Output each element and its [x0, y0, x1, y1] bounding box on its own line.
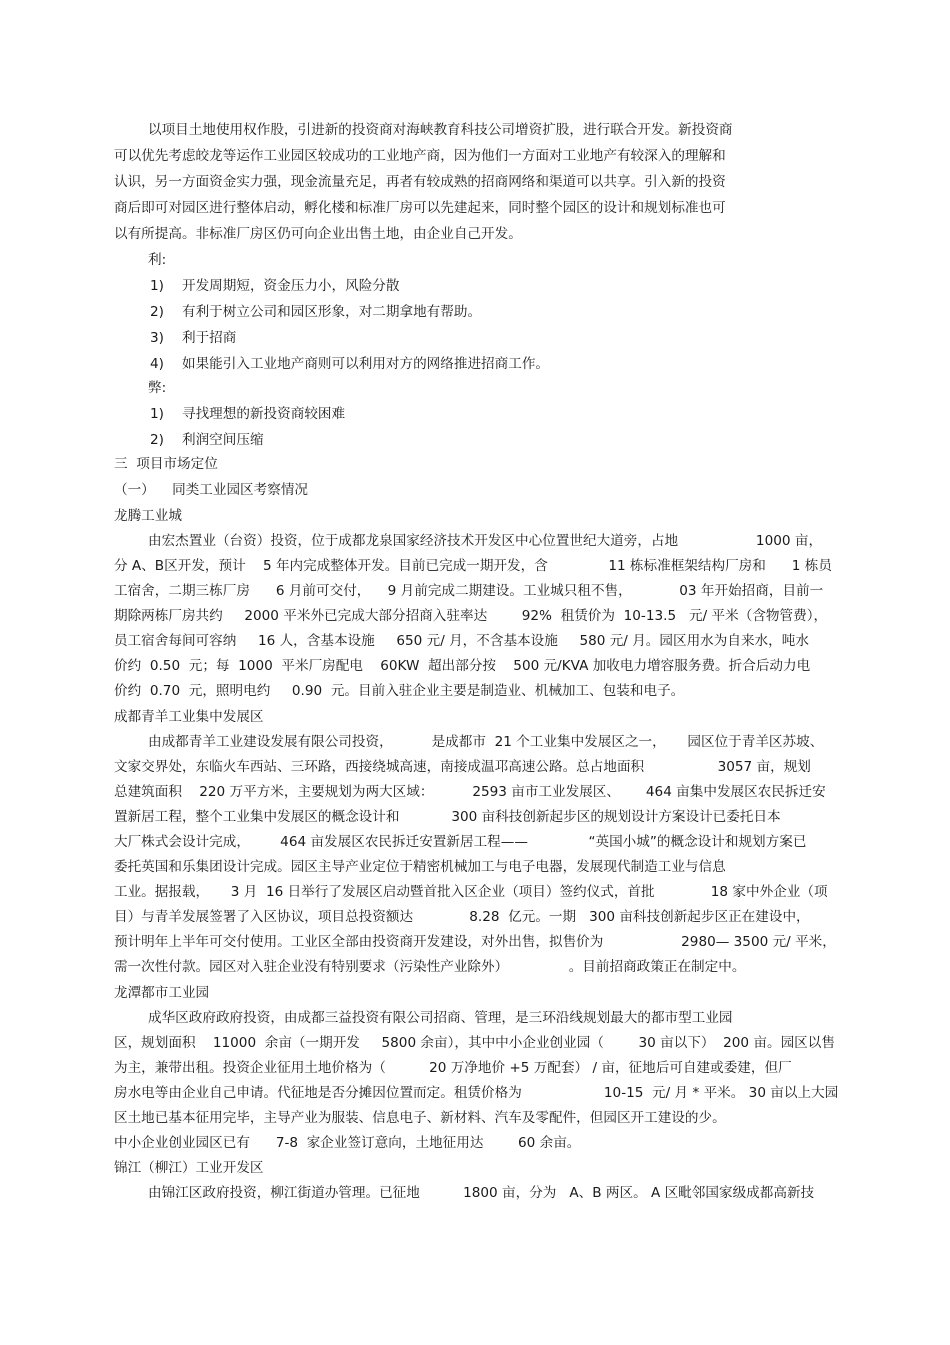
park-text-line: 员工宿舍每间可容纳 16 人，含基本设施 650 元/ 月，不含基本设施 580 元/ 月。园区用水为自来水，吨水: [114, 633, 809, 649]
park-name: 龙潭都市工业园: [114, 985, 210, 1001]
cons-item-number: 1): [150, 406, 164, 422]
intro-line: 商后即可对园区进行整体启动，孵化楼和标准厂房可以先建起来，同时整个园区的设计和规划标准也可: [114, 200, 726, 216]
cons-item-text: 利润空间压缩: [182, 432, 264, 448]
park-text-line: 由宏杰置业（台资）投资，位于成都龙泉国家经济技术开发区中心位置世纪大道旁，占地 1000 亩，: [148, 533, 823, 549]
cons-item-text: 寻找理想的新投资商较困难: [182, 406, 346, 422]
park-text-line: 分 A、B区开发，预计 5 年内完成整体开发。目前已完成一期开发，含 11 栋标准框架结构厂房和 1 栋员: [114, 558, 832, 574]
park-text-line: 置新居工程，整个工业集中发展区的概念设计和 300 亩科技创新起步区的规划设计方案设计已委托日本: [114, 809, 781, 825]
park-text-line: 大厂株式会设计完成， 464 亩发展区农民拆迁安置新居工程—— “英国小城”的概念设计和规划方案已: [114, 834, 807, 850]
pros-item-number: 2): [150, 304, 164, 320]
section-title: 三 项目市场定位: [114, 456, 218, 472]
park-name: 龙腾工业城: [114, 508, 182, 524]
park-text-line: 价约 0.50 元；每 1000 平米厂房配电 60KW 超出部分按 500 元/KVA 加收电力增容服务费。折合后动力电: [114, 658, 811, 674]
park-text-line: 由锦江区政府投资，柳江街道办管理。已征地 1800 亩，分为 A、B 两区。 A 区毗邻国家级成都高新技: [148, 1185, 815, 1201]
park-text-line: 需一次性付款。园区对入驻企业没有特别要求（污染性产业除外） 。目前招商政策正在制定中。: [114, 959, 746, 975]
park-text-line: 预计明年上半年可交付使用。工业区全部由投资商开发建设，对外出售，拟售价为 2980— 3500 元/ 平米，: [114, 934, 836, 950]
park-text-line: 文家交界处，东临火车西站、三环路，西接绕城高速，南接成温邛高速公路。总占地面积 3057 亩，规划: [114, 759, 811, 775]
intro-line: 以有所提高。非标准厂房区仍可向企业出售土地，由企业自己开发。: [114, 226, 522, 242]
park-text-line: 为主，兼带出租。投资企业征用土地价格为（ 20 万净地价 +5 万配套） / 亩，征地后可自建或委建，但厂: [114, 1060, 792, 1076]
park-text-line: 区，规划面积 11000 余亩（一期开发 5800 余亩），其中中小企业创业园（ 30 亩以下） 200 亩。园区以售: [114, 1035, 835, 1051]
park-text-line: 中小企业创业园区已有 7-8 家企业签订意向，土地征用达 60 余亩。: [114, 1135, 581, 1151]
park-text-line: 工宿舍，二期三栋厂房 6 月前可交付， 9 月前完成二期建设。工业城只租不售， 03 年开始招商，目前一: [114, 583, 824, 599]
pros-item-text: 利于招商: [182, 330, 237, 346]
intro-line: 可以优先考虑皎龙等运作工业园区较成功的工业地产商，因为他们一方面对工业地产有较深入的理解和: [114, 148, 726, 164]
pros-item-number: 3): [150, 330, 164, 346]
park-text-line: 委托英国和乐集团设计完成。园区主导产业定位于精密机械加工与电子电器，发展现代制造工业与信息: [114, 859, 726, 875]
pros-item-text: 开发周期短，资金压力小，风险分散: [182, 278, 400, 294]
intro-line: 认识，另一方面资金实力强，现金流量充足，再者有较成熟的招商网络和渠道可以共享。引入新的投资: [114, 174, 726, 190]
pros-item-number: 1): [150, 278, 164, 294]
park-text-line: 工业。据报载， 3 月 16 日举行了发展区启动暨首批入区企业（项目）签约仪式，首批 18 家中外企业（项: [114, 884, 828, 900]
park-text-line: 由成都青羊工业建设发展有限公司投资， 是成都市 21 个工业集中发展区之一， 园区位于青羊区苏坡、: [148, 734, 824, 750]
pros-label: 利:: [148, 252, 167, 268]
pros-item-number: 4): [150, 356, 164, 372]
park-text-line: 总建筑面积 220 万平方米，主要规划为两大区域： 2593 亩市工业发展区、 464 亩集中发展区农民拆迁安: [114, 784, 826, 800]
park-text-line: 区土地已基本征用完毕，主导产业为服装、信息电子、新材料、汽车及零配件，但园区开工建设的少。: [114, 1110, 726, 1126]
park-text-line: 成华区政府政府投资，由成都三益投资有限公司招商、管理，是三环沿线规划最大的都市型工业园: [148, 1010, 733, 1026]
park-name: 锦江（柳江）工业开发区: [114, 1160, 264, 1176]
subsection-title: （一） 同类工业园区考察情况: [114, 482, 309, 498]
park-text-line: 期除两栋厂房共约 2000 平米外已完成大部分招商入驻率达 92% 租赁价为 10-13.5 元/ 平米（含物管费），: [114, 608, 828, 624]
park-name: 成都青羊工业集中发展区: [114, 709, 264, 725]
cons-label: 弊:: [148, 380, 167, 396]
park-text-line: 目）与青羊发展签署了入区协议，项目总投资额达 8.28 亿元。一期 300 亩科技创新起步区正在建设中，: [114, 909, 810, 925]
cons-item-number: 2): [150, 432, 164, 448]
pros-item-text: 有利于树立公司和园区形象，对二期拿地有帮助。: [182, 304, 482, 320]
park-text-line: 房水电等由企业自己申请。代征地是否分摊因位置而定。租赁价格为 10-15 元/ 月 * 平米。 30 亩以上大园: [114, 1085, 839, 1101]
park-text-line: 价约 0.70 元，照明电约 0.90 元。目前入驻企业主要是制造业、机械加工、包装和电子。: [114, 683, 685, 699]
intro-line: 以项目土地使用权作股，引进新的投资商对海峡教育科技公司增资扩股，进行联合开发。新投资商: [148, 122, 733, 138]
pros-item-text: 如果能引入工业地产商则可以利用对方的网络推进招商工作。: [182, 356, 550, 372]
